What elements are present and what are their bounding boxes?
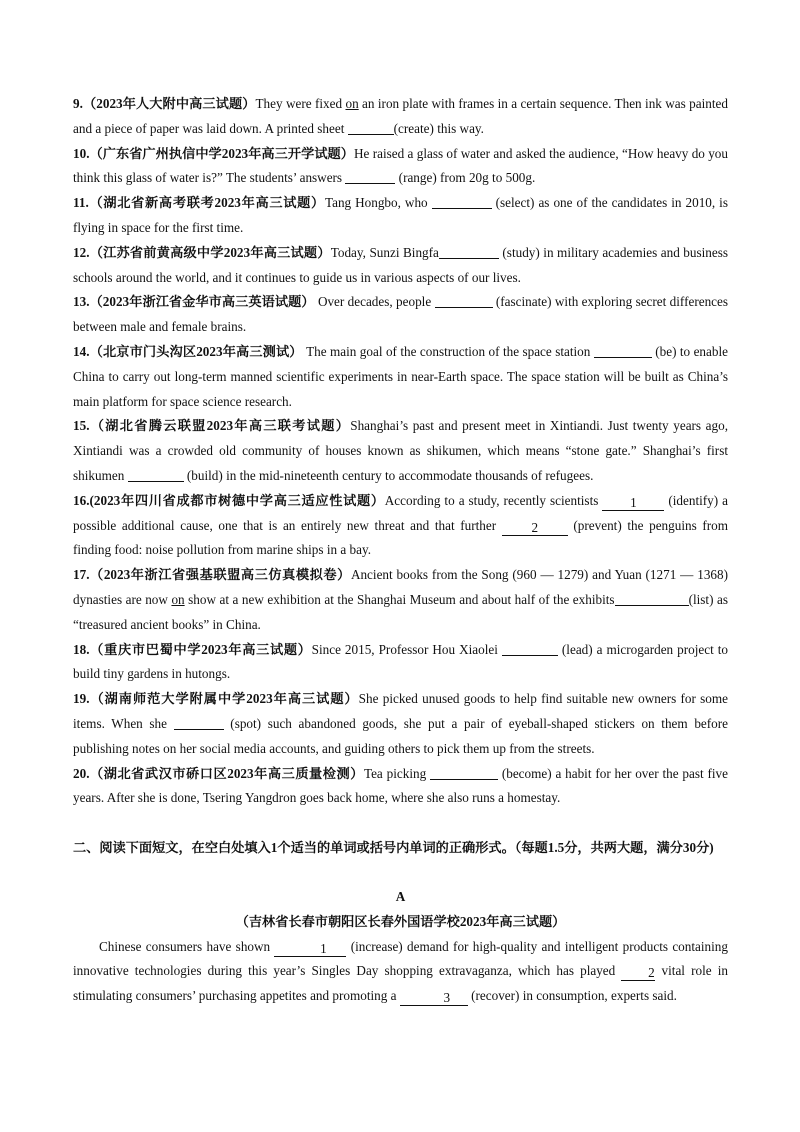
question-text: He raised a glass of water and asked the audience, “How heavy do you think this glass of water is?” The students’ answers [73,145,728,186]
question-text: (be) to enable China to carry out long-term manned scientific experiments in near-Earth space. The space station will be built as China’s main platform for space science research. [73,343,728,409]
question-15 [73,414,728,488]
answer-blank[interactable] [430,764,498,780]
section-heading: 二、阅读下面短文，在空白处填入1个适当的单词或括号内单词的正确形式。（每题1.5分，共两大题，满分30分) [73,840,714,855]
answer-blank-2[interactable]: 2 [621,965,655,981]
answer-blank-1[interactable]: 1 [274,941,346,957]
answer-blank[interactable] [615,590,689,606]
question-text: Today, Sunzi Bingfa [330,244,439,260]
passage-sentence: (increase) demand for high-quality and intelligent products containing innovative technologies during this year’s Singles Day shopping extravaganza, which has played [73,938,728,979]
passage-source: （吉林省长春市朝阳区长春外国语学校2023年高三试题） [235,913,566,929]
question-text: (lead) a microgarden project to build tiny gardens in hutongs. [73,641,728,682]
question-source: 17.（2023年浙江省强基联盟高三仿真模拟卷） [73,567,351,583]
question-text: (prevent) the penguins from finding food: noise pollution from marine ships in a bay. [73,517,728,558]
question-source: 13.（2023年浙江省金华市高三英语试题） [73,294,315,310]
question-list [73,92,728,811]
passage-letter: A [395,889,406,904]
question-source: 18.（重庆市巴蜀中学2023年高三试题） [73,641,312,657]
answer-blank[interactable] [439,243,499,259]
filled-word: on [171,591,185,607]
answer-blank[interactable] [345,168,395,184]
question-14 [73,340,728,414]
answer-blank-2[interactable]: 2 [502,520,568,536]
answer-blank-3[interactable]: 3 [400,990,468,1006]
passage-text [73,935,728,1009]
passage-a [73,885,728,1009]
answer-blank[interactable] [435,292,493,308]
question-text: Over decades, people [314,294,435,310]
question-16 [73,489,728,563]
question-source: 12.（江苏省前黄高级中学2023年高三试题） [73,244,331,260]
question-10 [73,142,728,192]
question-text: Tea picking [363,765,430,781]
question-20 [73,762,728,812]
question-text: Since 2015, Professor Hou Xiaolei [311,641,502,657]
question-source: 20.（湖北省武汉市硚口区2023年高三质量检测） [73,765,364,781]
question-text: Ancient books from the Song (960 — 1279) and Yuan (1271 — 1368) dynasties are now [73,567,728,607]
answer-blank[interactable] [128,466,184,482]
question-12 [73,241,728,291]
answer-blank[interactable] [594,342,652,358]
question-text: They were fixed [255,96,346,111]
passage-sentence: vital role in stimulating consumers’ purchasing appetites and promoting a [73,963,728,1004]
question-source: 14.（北京市门头沟区2023年高三测试） [73,343,303,359]
question-text: Tang Hongbo, who [324,195,432,211]
answer-blank[interactable] [502,640,558,656]
question-13 [73,290,728,340]
question-text: (identify) a possible additional cause, one that is an entirely new threat and that further [73,492,729,533]
question-text: Shanghai’s past and present meet in Xintiandi. Just twenty years ago, Xintiandi was a crowded old community of houses known as shikumen, which means “stone gate.” Shanghai’s first shikumen [73,418,729,483]
question-9 [73,92,728,142]
question-text: According to a study, recently scientists [384,492,603,508]
answer-blank[interactable] [348,119,394,135]
question-text: The main goal of the construction of the space station [302,343,594,359]
question-source: 15.（湖北省腾云联盟2023年高三联考试题） [73,418,351,434]
question-11 [73,191,728,241]
filled-word: on [345,96,359,111]
answer-blank[interactable] [174,714,224,730]
passage-sentence: (recover) in consumption, experts said. [467,988,677,1004]
question-source: 9.（2023年人大附中高三试题） [73,96,256,111]
question-source: 10.（广东省广州执信中学2023年高三开学试题） [73,145,354,161]
answer-blank-1[interactable]: 1 [602,495,664,511]
question-text: (range) from 20g to 500g. [395,170,536,186]
question-18 [73,638,728,688]
answer-blank[interactable] [432,193,492,209]
question-text: (spot) such abandoned goods, she put a pair of eyeball-shaped stickers on them before publishing notes on her social media accounts, and guiding others to pick them up from the streets. [73,715,728,756]
question-text: (list) as “treasured ancient books” in China. [73,591,728,632]
question-19 [73,687,728,761]
question-text: show at a new exhibition at the Shanghai Museum and about half of the exhibits [184,591,615,607]
question-text: (study) in military academies and business schools around the world, and it continues to guide us in various aspects of our lives. [73,244,728,285]
question-text: (select) as one of the candidates in 2010, is flying in space for the first time. [73,195,728,235]
question-17 [73,563,728,637]
question-text: an iron plate with frames in a certain sequence. Then ink was painted and a piece of paper was laid down. A printed sheet [73,96,728,136]
question-text: (fascinate) with exploring secret differences between male and female brains. [73,294,729,335]
question-text: (build) in the mid-nineteenth century to accommodate thousands of refugees. [183,467,594,483]
question-text: (become) a habit for her over the past five years. After she is done, Tsering Yangdron goes back home, where she also runs a homestay. [73,765,728,806]
question-text: (create) this way. [393,120,484,136]
passage-sentence: Chinese consumers have shown [99,938,275,954]
question-source: 11.（湖北省新高考联考2023年高三试题） [73,195,325,211]
question-text: She picked unused goods to help find suitable new owners for some items. When she [73,691,729,731]
question-source: 19.（湖南师范大学附属中学2023年高三试题） [73,691,359,707]
question-source: 16.(2023年四川省成都市树德中学高三适应性试题） [73,492,385,508]
